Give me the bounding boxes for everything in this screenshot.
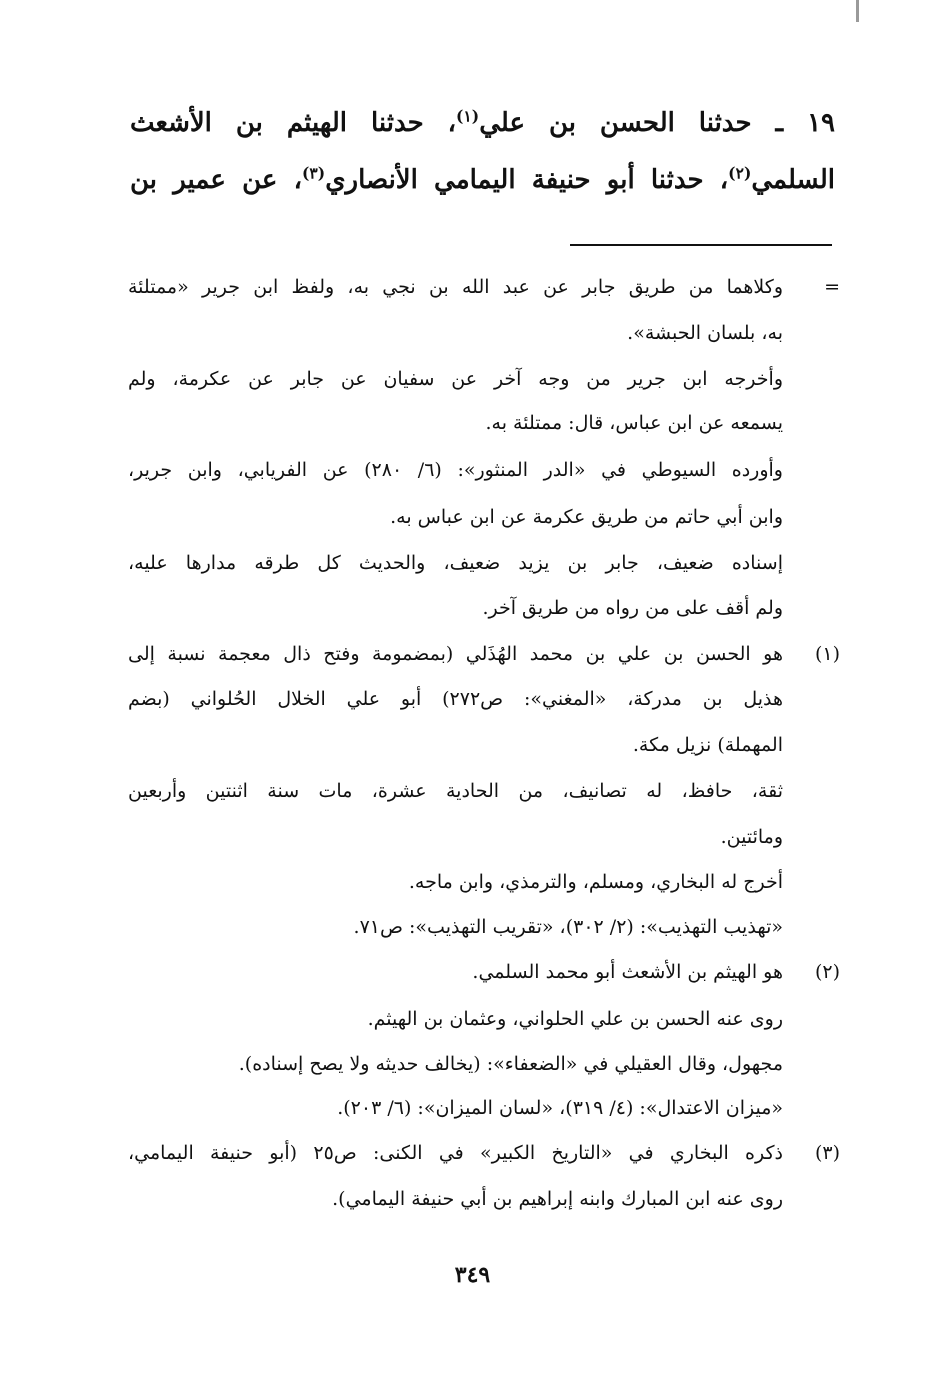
footnote-line: ثقة، حافظ، له تصانيف، من الحادية عشرة، مات سنة اثنتين وأربعين [128, 780, 783, 802]
footnote-marker-2: (٢) [814, 961, 840, 983]
footnote-line: روى عنه ابن المبارك وابنه إبراهيم بن أبي حنيفة اليمامي). [332, 1188, 783, 1210]
footnote-line: ذكره البخاري في «التاريخ الكبير» في الكنى: ص٢٥ (أبو حنيفة اليمامي، [128, 1142, 783, 1164]
footnote-line: «تهذيب التهذيب»: (٢/ ٣٠٢)، «تقريب التهذيب»: ص٧١. [353, 916, 783, 938]
footnote-marker-1: (١) [814, 643, 840, 665]
footnote-line: هذيل بن مدركة، «المغني»: ص٢٧٢) أبو علي الخلال الحُلواني (بضم [128, 688, 784, 710]
footnote-line: المهملة) نزيل مكة. [632, 734, 783, 756]
footnote-line: ولم أقف على من رواه من طريق آخر. [482, 597, 783, 619]
continuation-marker: = [824, 276, 840, 298]
footnote-ref-2[interactable]: (٢) [728, 163, 752, 183]
scan-edge-mark [856, 0, 859, 22]
footnote-ref-3[interactable]: (٣) [302, 163, 326, 183]
footnote-line: ومائتين. [720, 826, 783, 848]
footnote-line: إسناده ضعيف، جابر بن يزيد ضعيف، والحديث كل طرقه مدارها عليه، [128, 552, 783, 574]
footnote-line: «ميزان الاعتدال»: (٤/ ٣١٩)، «لسان الميزان»: (٦/ ٢٠٣). [337, 1097, 783, 1119]
footnote-line: هو الهيثم بن الأشعث أبو محمد السلمي. [472, 961, 783, 983]
main-text-line-1: ١٩ ـ حدثنا الحسن بن علي$^{(١)}$، حدثنا الهيثم بن الأشعث [130, 106, 835, 138]
footnote-line: مجهول، وقال العقيلي في «الضعفاء»: (يخالف حديثه ولا يصح إسناده). [238, 1053, 783, 1075]
footnote-line: وكلاهما من طريق جابر عن عبد الله بن نجي به، ولفظ ابن جرير «ممتلئة [128, 276, 783, 298]
footnote-line: وأخرجه ابن جرير من وجه آخر عن سفيان عن جابر عن عكرمة، ولم [128, 368, 783, 390]
footnote-line: هو الحسن بن علي بن محمد الهُذَلي (بمضمومة وفتح ذال معجمة نسبة إلى [128, 643, 783, 665]
footnote-marker-3: (٣) [814, 1142, 840, 1164]
footnote-separator [570, 244, 832, 246]
main-text-line-2: السلمي$^{(٢)}$، حدثنا أبو حنيفة اليمامي الأنصاري$^{(٣)}$، عن عمير بن [130, 163, 835, 195]
footnote-line: به، بلسان الحبشة». [627, 322, 783, 344]
footnote-ref-1[interactable]: (١) [456, 106, 480, 126]
footnote-line: وابن أبي حاتم من طريق عكرمة عن ابن عباس به. [390, 506, 783, 528]
footnote-line: وأورده السيوطي في «الدر المنثور»: (٦/ ٢٨٠) عن الفريابي، وابن جرير، [128, 459, 783, 481]
footnote-line: روى عنه الحسن بن علي الحلواني، وعثمان بن الهيثم. [367, 1008, 783, 1030]
footnote-line: أخرج له البخاري، ومسلم، والترمذي، وابن ماجه. [408, 871, 783, 893]
footnote-line: يسمعه عن ابن عباس، قال: ممتلئة به. [485, 412, 783, 434]
page-number: ٣٤٩ [454, 1262, 491, 1288]
